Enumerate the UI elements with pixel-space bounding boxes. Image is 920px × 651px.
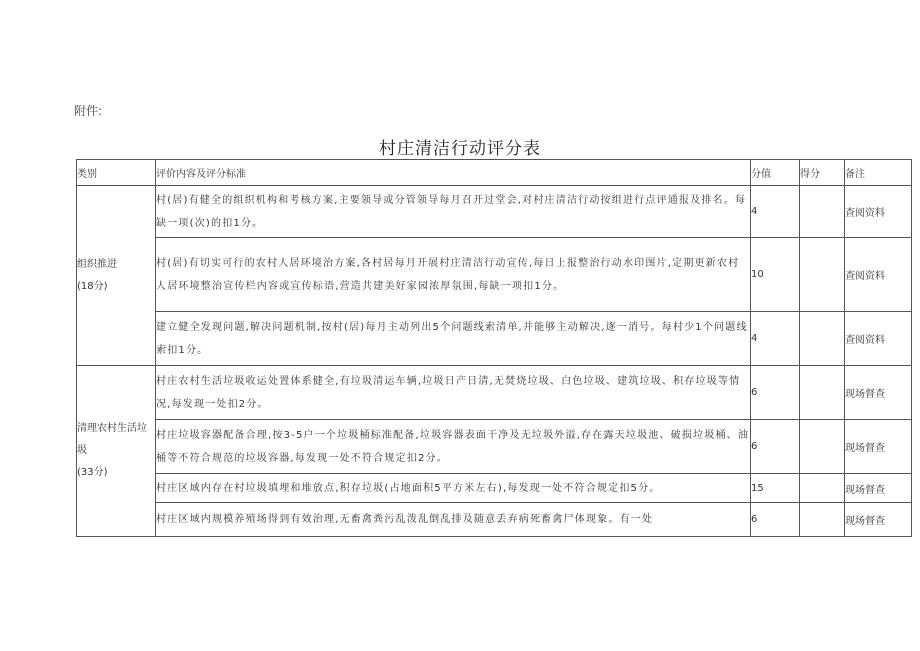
score-value: 6 xyxy=(751,366,800,420)
category-name: 清理农村生活垃圾 xyxy=(77,423,147,456)
score-value: 10 xyxy=(751,238,800,312)
category-subtotal: (18分) xyxy=(77,280,108,292)
header-note: 备注 xyxy=(845,160,912,186)
note: 查阅资料 xyxy=(845,238,912,312)
header-score-got: 得分 xyxy=(800,160,845,186)
attachment-label: 附件: xyxy=(74,104,103,118)
score-value: 15 xyxy=(751,474,800,503)
score-value: 4 xyxy=(751,312,800,366)
score-got[interactable] xyxy=(800,238,845,312)
category-subtotal: (33分) xyxy=(77,467,108,478)
criteria-content: 村庄农村生活垃圾收运处置体系健全,有垃圾清运车辆,垃圾日产日清,无焚烧垃圾、白色垃圾、建筑垃圾、积存垃圾等情况,每发现一处扣2分。 xyxy=(156,366,751,420)
note: 现场督查 xyxy=(845,474,912,503)
note: 现场督查 xyxy=(845,420,912,474)
criteria-content: 村庄区域内存在村垃圾填埋和堆放点,积存垃圾(占地面积5平方米左右),每发现一处不符合规定扣5分。 xyxy=(156,474,751,503)
score-got[interactable] xyxy=(800,366,845,420)
table-row xyxy=(77,420,912,474)
category-cell xyxy=(77,366,156,537)
criteria-content: 村庄垃圾容器配备合理,按3-5户一个垃圾桶标准配备,垃圾容器表面干净及无垃圾外溢,存在露天垃圾池、破损垃圾桶、油桶等不符合规范的垃圾容器,每发现一处不符合规定扣2分。 xyxy=(156,420,751,474)
criteria-content: 村(居)有切实可行的农村人居环境治方案,各村居每月开展村庄清洁行动宣传,每日上报整治行动水印图片,定期更新农村人居环境整治宣传栏内容或宣传标语,营造共建美好家园浓厚氛围,每缺一项扣1分。 xyxy=(156,238,751,312)
category-name: 组织推进 xyxy=(77,258,117,270)
score-got[interactable] xyxy=(800,474,845,503)
score-value: 4 xyxy=(751,186,800,238)
category-cell xyxy=(77,186,156,366)
table-row xyxy=(77,503,912,537)
table-row xyxy=(77,238,912,312)
header-content: 评价内容及评分标准 xyxy=(156,160,751,186)
note: 查阅资料 xyxy=(845,312,912,366)
table-row xyxy=(77,186,912,238)
criteria-content: 村(居)有健全的组织机构和考核方案,主要领导或分管领导每月召开过堂会,对村庄清洁行动按组进行点评通报及排名。每缺一项(次)的扣1分。 xyxy=(156,186,751,238)
criteria-content: 建立健全发现问题,解决问题机制,按村(居)每月主动列出5个问题线索清单,并能够主动解决,逐一消号。每村少1个问题线索扣1分。 xyxy=(156,312,751,366)
scoring-table xyxy=(76,159,912,537)
note: 现场督查 xyxy=(845,503,912,537)
document-title: 村庄清洁行动评分表 xyxy=(379,139,541,159)
header-category: 类别 xyxy=(77,160,156,186)
criteria-content: 村庄区域内规模养殖场得到有效治理,无畜禽粪污乱泼乱倒乱排及随意丢弃病死畜禽尸体现象。有一处 xyxy=(156,503,751,537)
table-row xyxy=(77,366,912,420)
score-got[interactable] xyxy=(800,503,845,537)
score-got[interactable] xyxy=(800,186,845,238)
score-got[interactable] xyxy=(800,420,845,474)
table-row xyxy=(77,474,912,503)
score-value: 6 xyxy=(751,420,800,474)
note: 查阅资料 xyxy=(845,186,912,238)
table-row xyxy=(77,312,912,366)
header-score-value: 分值 xyxy=(751,160,800,186)
table-header-row xyxy=(77,160,912,186)
note: 现场督查 xyxy=(845,366,912,420)
score-got[interactable] xyxy=(800,312,845,366)
score-value: 6 xyxy=(751,503,800,537)
